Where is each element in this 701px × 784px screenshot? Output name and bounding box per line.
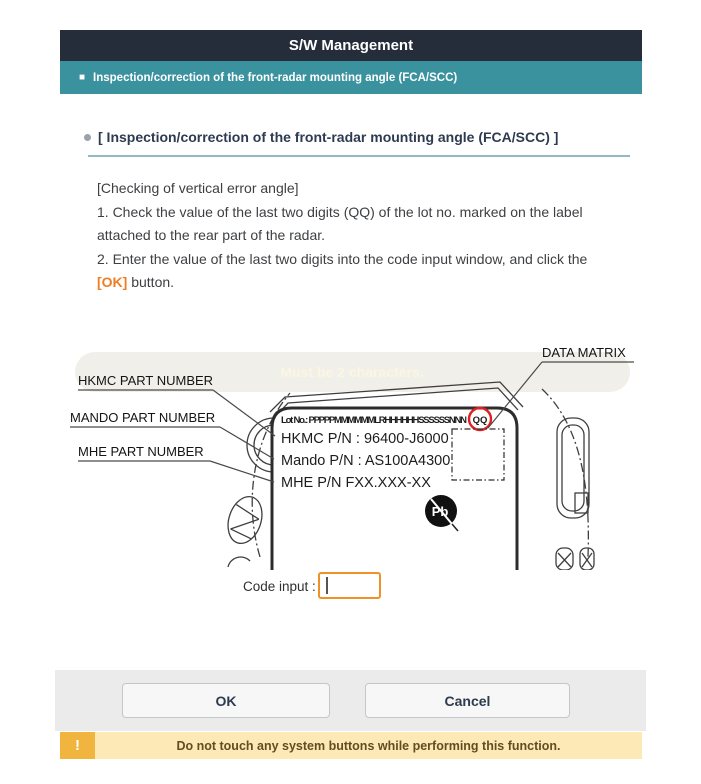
ok-highlight: [OK] [97,274,128,290]
screw-fan [222,492,267,548]
toast-message: Must be 2 characters. [280,364,424,380]
instruction-step2 [97,248,611,295]
lot-number-text: Lot No.: PPPPPMMMMMMLRHHHHHHSSSSSSNNN [281,415,467,426]
code-input-label: Code input : [243,579,316,594]
lot-qq-text: QQ [472,415,488,426]
ok-button[interactable] [122,683,330,718]
warning-message: Do not touch any system buttons while performing this function. [176,738,561,753]
cancel-button[interactable] [365,683,570,718]
square-bullet-icon: ■ [79,72,86,83]
text-caret [326,577,328,594]
function-subheader [60,61,642,94]
mando-pn-text: Mando P/N : AS100A4300 [281,453,451,469]
mhe-callout-label: MHE PART NUMBER [78,444,204,459]
instruction-heading: [Checking of vertical error angle] [97,180,299,196]
data-matrix-callout-label: DATA MATRIX [542,345,626,360]
radar-label-diagram [60,335,642,570]
hkmc-pn-text: HKMC P/N : 96400-J6000 [281,431,449,447]
mando-callout-label: MANDO PART NUMBER [70,410,216,425]
section-title-row [84,129,644,145]
function-subheader-label: Inspection/correction of the front-radar mounting angle (FCA/SCC) [93,71,458,84]
step2-text: 2. Enter the value of the last two digits into the code input window, and click the [97,250,588,267]
svg-text:Pb: Pb [431,504,449,519]
ok-button-label: OK [215,692,237,709]
housing-right-edge [542,389,588,557]
exclamation-icon: ! [60,732,95,759]
hkmc-callout-label: HKMC PART NUMBER [78,373,214,388]
section-title-text: [ Inspection/correction of the front-radar mounting angle (FCA/SCC) ] [98,129,559,145]
section-divider [88,155,630,157]
bullet-icon [84,134,91,141]
window-title-bar [60,30,642,61]
cancel-button-label: Cancel [444,692,491,709]
left-bottom-arc [228,557,250,567]
instruction-step1: 1. Check the value of the last two digits (QQ) of the lot no. marked on the label attached to the rear part of the radar. [97,203,583,243]
instruction-text [97,177,611,295]
page-title: S/W Management [288,37,414,54]
mhe-pn-text: MHE P/N FXX.XXX-XX [281,475,431,491]
warning-bar [60,732,642,759]
step2-tail: button. [127,274,175,290]
